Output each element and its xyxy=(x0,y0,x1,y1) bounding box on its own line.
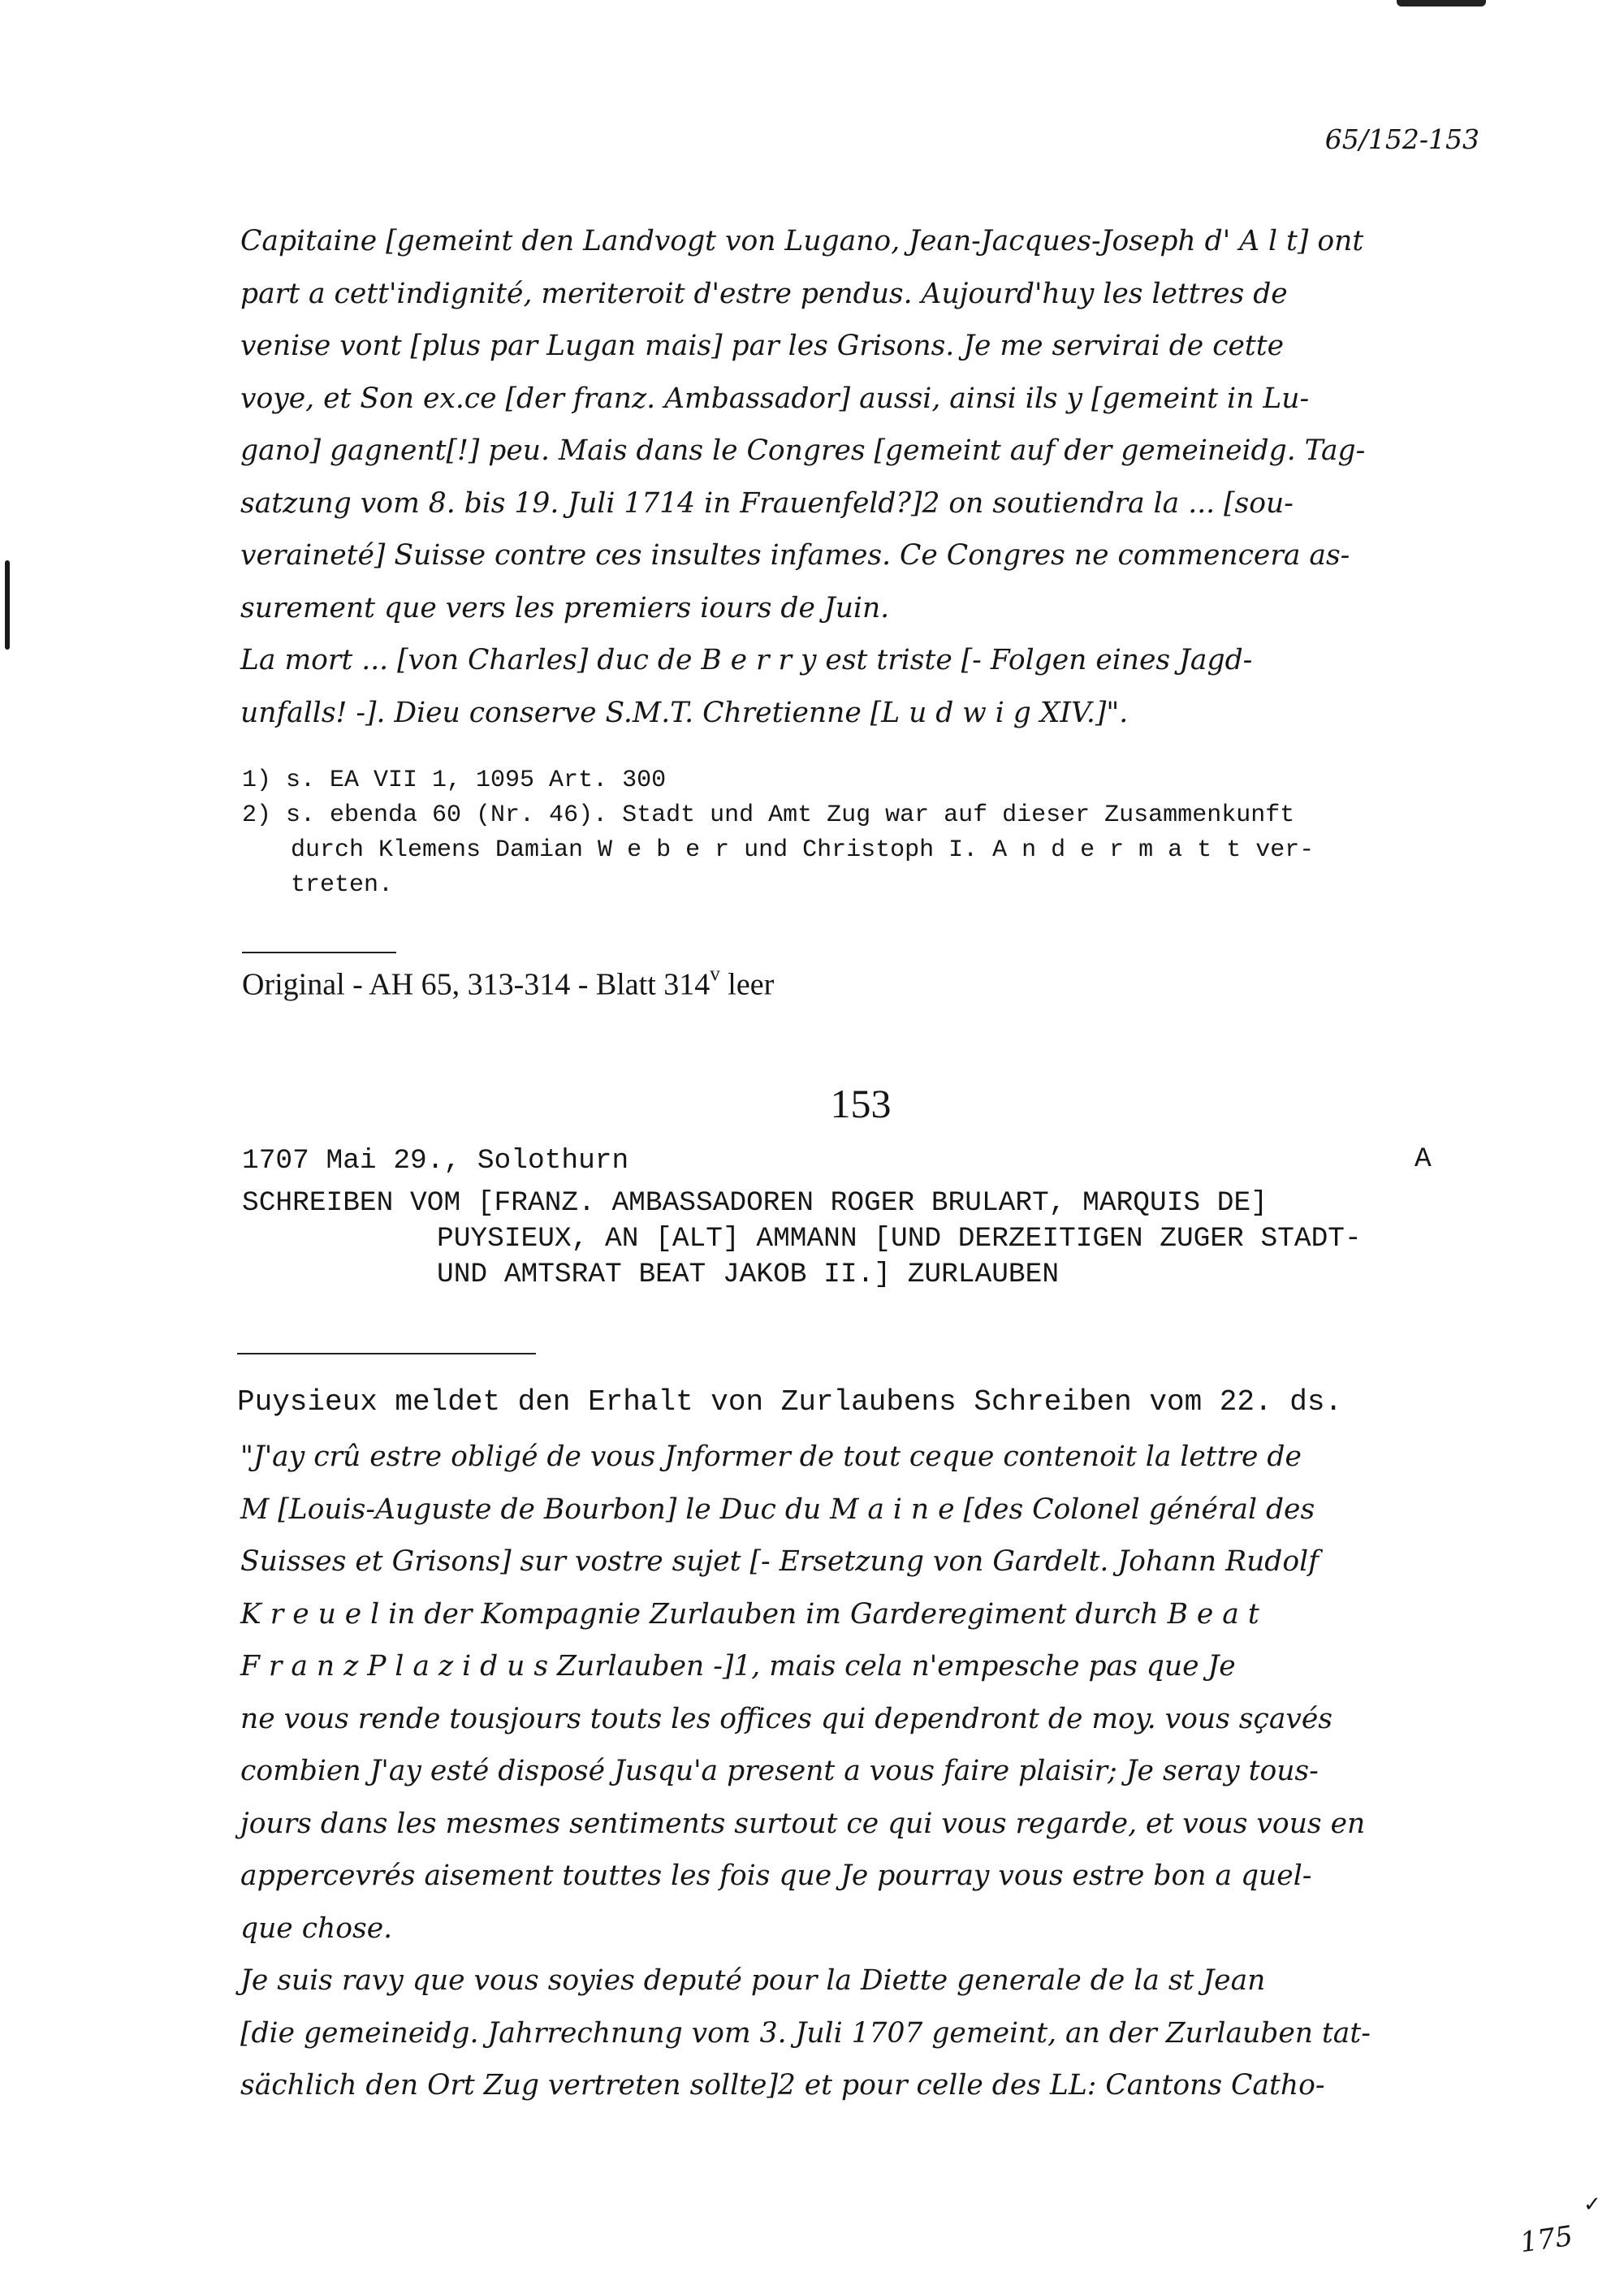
text-line: venise vont [plus par Lugan mais] par les Grisons. Je me servirai de cette xyxy=(240,330,1285,362)
footnotes xyxy=(242,763,1509,903)
text-line: [die gemeineidg. Jahrrechnung vom 3. Juli 1707 gemeint, an der Zurlauben tat- xyxy=(240,2016,1371,2050)
heading-line: UND AMTSRAT BEAT JAKOB II.] ZURLAUBEN xyxy=(437,1259,1060,1290)
text-line: gano] gagnent[!] peu. Mais dans le Congres [gemeint auf der gemeineidg. Tag- xyxy=(240,434,1366,467)
text-line: unfalls! -]. Dieu conserve S.M.T. Chretienne [L u d w i g XIV.]". xyxy=(240,696,1129,729)
footnote-2: 2) s. ebenda 60 (Nr. 46). Stadt und Amt Zug war auf dieser Zusammenkunft xyxy=(242,801,1295,829)
handwritten-folio-number: 175 xyxy=(1518,2219,1575,2260)
date-place: 1707 Mai 29., Solothurn xyxy=(242,1145,629,1177)
divider-rule xyxy=(237,1353,536,1354)
text-line: M [Louis-Auguste de Bourbon] le Duc du M a i n e [des Colonel général des xyxy=(240,1493,1315,1526)
letter-text xyxy=(240,1431,1523,2112)
source-note xyxy=(242,963,775,1003)
text-line: que chose. xyxy=(240,1912,393,1945)
text-line: satzung vom 8. bis 19. Juli 1714 in Frauenfeld?]2 on soutiendra la ... [sou- xyxy=(240,486,1294,520)
text-line: appercevrés aisement touttes les fois que Je pourray vous estre bon a quel- xyxy=(240,1860,1312,1892)
text-line: veraineté] Suisse contre ces insultes infames. Ce Congres ne commencera as- xyxy=(240,539,1350,572)
document-heading xyxy=(242,1143,1541,1293)
text-line: Suisses et Grisons] sur vostre sujet [- Ersetzung von Gardelt. Johann Rudolf xyxy=(240,1545,1319,1578)
source-after: leer xyxy=(719,967,775,1002)
text-line: K r e u e l in der Kompagnie Zurlauben im Garderegiment durch B e a t xyxy=(240,1597,1259,1631)
heading-line: SCHREIBEN VOM [FRANZ. AMBASSADOREN ROGER BRULART, MARQUIS DE] xyxy=(242,1187,1268,1219)
divider-rule xyxy=(242,952,396,953)
source-superscript: v xyxy=(710,963,720,985)
text-line: jours dans les mesmes sentiments surtout ce qui vous regarde, et vous vous en xyxy=(240,1807,1366,1840)
text-line: Capitaine [gemeint den Landvogt von Lugano, Jean-Jacques-Joseph d' A l t] ont xyxy=(240,225,1364,257)
continuation-text xyxy=(240,215,1507,739)
text-line: Je suis ravy que vous soyies deputé pour la Diette generale de la st Jean xyxy=(240,1964,1266,1997)
text-line: voye, et Son ex.ce [der franz. Ambassador] aussi, ainsi ils y [gemeint in Lu- xyxy=(240,382,1310,415)
text-line: part a cett'indignité, meriteroit d'estre pendus. Aujourd'huy les lettres de xyxy=(240,277,1288,310)
document-number: 153 xyxy=(830,1081,892,1126)
source-text: Original - AH 65, 313-314 - Blatt 314 xyxy=(242,967,710,1002)
text-line: La mort ... [von Charles] duc de B e r r y est triste [- Folgen eines Jagd- xyxy=(240,644,1253,676)
document-summary: Puysieux meldet den Erhalt von Zurlaubens Schreiben vom 22. ds. xyxy=(237,1385,1343,1419)
handwritten-check-mark: ✓ xyxy=(1583,2192,1601,2217)
text-line: surement que vers les premiers iours de Juin. xyxy=(240,591,890,624)
text-line: sächlich den Ort Zug vertreten sollte]2 et pour celle des LL: Cantons Catho- xyxy=(240,2069,1325,2102)
footnote-2-cont: durch Klemens Damian W e b e r und Christoph I. A n d e r m a t t ver- xyxy=(291,836,1315,864)
document-type-letter: A xyxy=(1415,1143,1432,1175)
text-line: "J'ay crû estre obligé de vous Jnformer de tout ceque contenoit la lettre de xyxy=(240,1441,1302,1473)
text-line: ne vous rende tousjours touts les offices qui dependront de moy. vous sçavés xyxy=(240,1702,1333,1735)
text-line: F r a n z P l a z i d u s Zurlauben -]1, mais cela n'empesche pas que Je xyxy=(240,1650,1236,1683)
footnote-2-cont: treten. xyxy=(291,871,394,899)
heading-line: PUYSIEUX, AN [ALT] AMMANN [UND DERZEITIGEN ZUGER STADT- xyxy=(437,1223,1362,1255)
margin-bracket-mark xyxy=(5,560,10,650)
text-line: combien J'ay esté disposé Jusqu'a present a vous faire plaisir; Je seray tous- xyxy=(240,1755,1319,1787)
scan-edge-mark xyxy=(1397,0,1486,6)
footnote-1: 1) s. EA VII 1, 1095 Art. 300 xyxy=(242,767,667,794)
page-reference: 65/152-153 xyxy=(1324,123,1479,155)
